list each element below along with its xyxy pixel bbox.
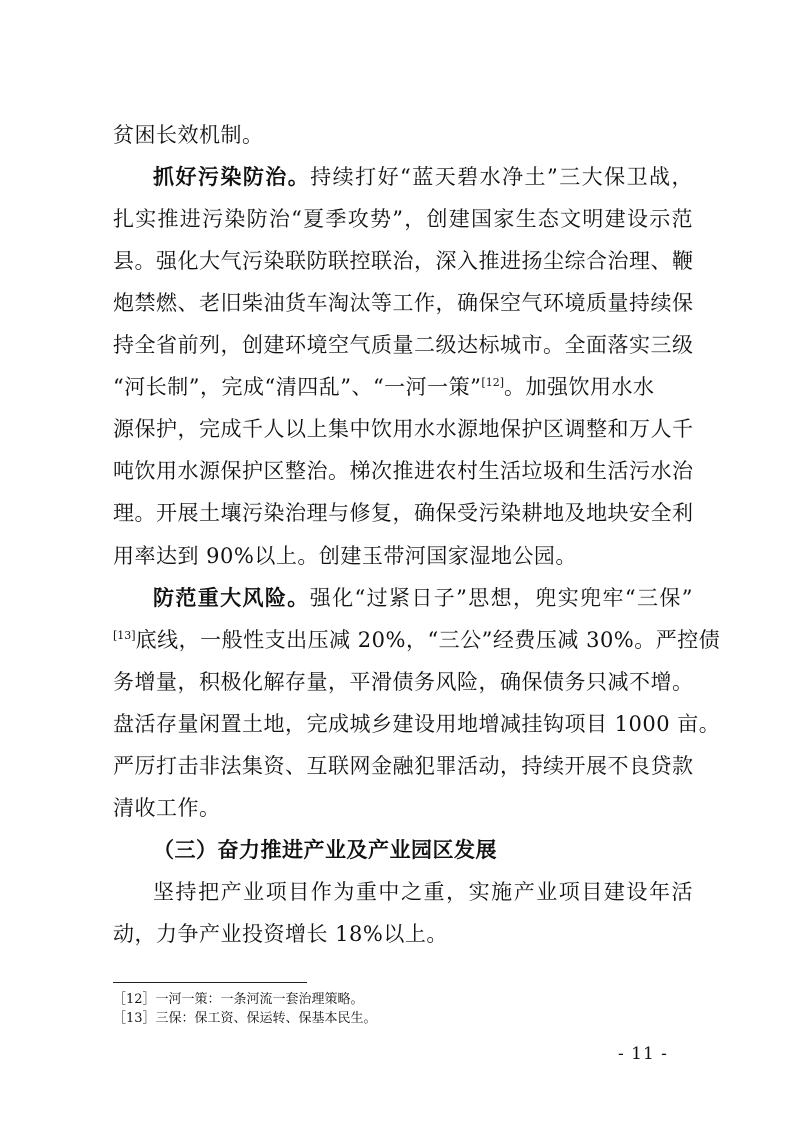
- paragraph-continuation: 贫困长效机制。: [113, 123, 264, 147]
- footnote-ref-13[interactable]: [13]: [113, 629, 136, 642]
- paragraph-risk-line: [153, 584, 693, 612]
- text-line: 扎实推进污染防治“夏季攻势”，创建国家生态文明建设示范: [113, 207, 693, 231]
- text-line: 严厉打击非法集资、互联网金融犯罪活动，持续开展不良贷款: [113, 754, 694, 778]
- paragraph-pollution-line: [153, 163, 693, 191]
- footnote-13: ［13］三保：保工资、保运转、保基本民生。: [113, 1011, 377, 1026]
- text-span: 底线，一般性支出压减 20%，“三公”经费压减 30%。严控债: [135, 628, 721, 652]
- footnote-12: ［12］一河一策：一条河流一套治理策略。: [113, 992, 364, 1007]
- text-line: 炮禁燃、老旧柴油货车淘汰等工作，确保空气环境质量持续保: [113, 291, 694, 315]
- footnote-ref-12[interactable]: [12]: [481, 376, 505, 389]
- text-line: 县。强化大气污染联防联控联治，深入推进扬尘综合治理、鞭: [113, 249, 694, 273]
- paragraph-heading-risk: 防范重大风险。: [153, 586, 310, 610]
- text-line: 盘活存量闲置土地，完成城乡建设用地增减挂钩项目 1000 亩。: [113, 712, 721, 736]
- text-line: 动，力争产业投资增长 18%以上。: [113, 922, 448, 946]
- text-line: 坚持把产业项目作为重中之重，实施产业项目建设年活: [153, 880, 693, 904]
- text-span: 强化“过紧日子”思想，兜实兜牢“三保”: [309, 586, 694, 610]
- page-number: - 11 -: [618, 1044, 668, 1064]
- text-line: 务增量，积极化解存量，平滑债务风险，确保债务只减不增。: [113, 670, 694, 694]
- text-line: [113, 121, 693, 149]
- paragraph-heading-pollution: 抓好污染防治。: [153, 165, 311, 189]
- text-line: [113, 373, 693, 401]
- text-line: 持全省前列，创建环境空气质量二级达标城市。全面落实三级: [113, 333, 694, 357]
- footnote-separator: [113, 982, 307, 983]
- text-line: 清收工作。: [113, 796, 221, 820]
- text-span: 。加强饮用水水: [504, 375, 655, 399]
- section-heading: （三）奋力推进产业及产业园区发展: [153, 838, 497, 862]
- text-line: 源保护，完成千人以上集中饮用水水源地保护区调整和万人千: [113, 417, 694, 441]
- text-span: 持续打好“蓝天碧水净土”三大保卫战，: [310, 165, 693, 189]
- text-line: 用率达到 90%以上。创建玉带河国家湿地公园。: [113, 544, 577, 568]
- text-line: 理。开展土壤污染治理与修复，确保受污染耕地及地块安全利: [113, 501, 694, 525]
- text-line: [113, 626, 721, 654]
- text-line: 吨饮用水源保护区整治。梯次推进农村生活垃圾和生活污水治: [113, 459, 694, 483]
- text-span: “河长制”，完成“清四乱”、“一河一策”: [113, 375, 482, 399]
